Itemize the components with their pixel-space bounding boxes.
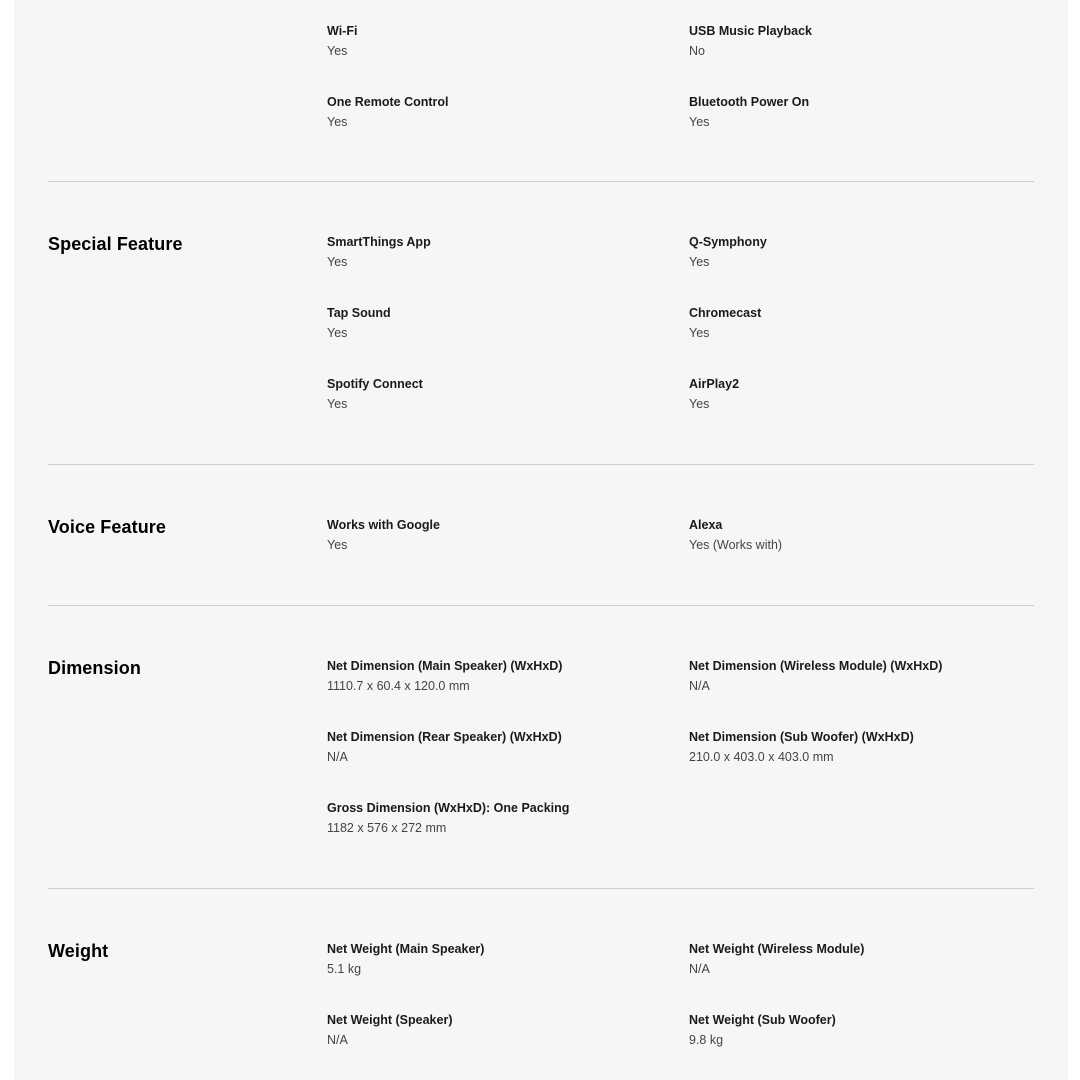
spec-net-dimension-rear-speaker — [327, 729, 667, 765]
spec-label: Chromecast — [689, 306, 762, 320]
spec-net-weight-main-speaker — [327, 941, 667, 977]
spec-value: Yes (Works with) — [689, 538, 783, 552]
spec-value: 1182 x 576 x 272 mm — [327, 821, 447, 835]
spec-label: AirPlay2 — [689, 377, 740, 391]
spec-label: Net Dimension (Sub Woofer) (WxHxD) — [689, 730, 914, 744]
section-divider — [48, 888, 1034, 889]
spec-label: Net Dimension (Wireless Module) (WxHxD) — [689, 659, 943, 673]
spec-label: Net Weight (Speaker) — [327, 1013, 453, 1027]
section-divider — [48, 605, 1034, 606]
spec-works-with-google — [327, 517, 667, 553]
spec-value: Yes — [327, 115, 348, 129]
spec-label: Alexa — [689, 518, 723, 532]
spec-usb-music-playback — [689, 23, 1029, 59]
spec-net-dimension-wireless-module — [689, 658, 1029, 694]
spec-net-dimension-sub-woofer — [689, 729, 1029, 765]
spec-value: 5.1 kg — [327, 962, 362, 976]
spec-value: Yes — [689, 326, 710, 340]
spec-value: No — [689, 44, 705, 58]
section-title: Weight — [48, 941, 109, 961]
spec-value: Yes — [327, 538, 348, 552]
spec-net-weight-speaker — [327, 1012, 667, 1048]
spec-wifi — [327, 23, 667, 59]
spec-label: Net Dimension (Main Speaker) (WxHxD) — [327, 659, 563, 673]
spec-label: Wi-Fi — [327, 24, 358, 38]
spec-tap-sound — [327, 305, 667, 341]
spec-net-weight-sub-woofer — [689, 1012, 1029, 1048]
spec-q-symphony — [689, 234, 1029, 270]
specifications-panel — [14, 0, 1068, 1080]
spec-value: N/A — [689, 679, 710, 693]
spec-label: Net Dimension (Rear Speaker) (WxHxD) — [327, 730, 562, 744]
spec-label: USB Music Playback — [689, 24, 812, 38]
spec-value: N/A — [327, 750, 348, 764]
spec-label: Gross Dimension (WxHxD): One Packing — [327, 801, 570, 815]
spec-label: Works with Google — [327, 518, 440, 532]
section-title: Special Feature — [48, 234, 183, 254]
spec-value: Yes — [327, 326, 348, 340]
spec-label: Net Weight (Main Speaker) — [327, 942, 485, 956]
spec-value: Yes — [327, 397, 348, 411]
spec-bluetooth-power-on — [689, 94, 1029, 130]
section-title: Voice Feature — [48, 517, 167, 537]
spec-net-dimension-main-speaker — [327, 658, 667, 694]
spec-net-weight-wireless-module — [689, 941, 1029, 977]
spec-one-remote-control — [327, 94, 667, 130]
spec-value: Yes — [689, 255, 710, 269]
spec-smartthings-app — [327, 234, 667, 270]
section-title: Dimension — [48, 658, 141, 678]
section-divider — [48, 181, 1034, 182]
spec-value: N/A — [327, 1033, 348, 1047]
spec-label: Q-Symphony — [689, 235, 767, 249]
spec-label: Net Weight (Wireless Module) — [689, 942, 865, 956]
spec-value: Yes — [689, 397, 710, 411]
spec-chromecast — [689, 305, 1029, 341]
spec-label: Spotify Connect — [327, 377, 423, 391]
spec-value: 9.8 kg — [689, 1033, 724, 1047]
spec-label: SmartThings App — [327, 235, 431, 249]
spec-label: Net Weight (Sub Woofer) — [689, 1013, 836, 1027]
spec-spotify-connect — [327, 376, 667, 412]
spec-gross-dimension-one-packing — [327, 800, 667, 836]
spec-value: N/A — [689, 962, 710, 976]
spec-label: Bluetooth Power On — [689, 95, 810, 109]
spec-value: 210.0 x 403.0 x 403.0 mm — [689, 750, 834, 764]
spec-value: Yes — [327, 44, 348, 58]
spec-value: Yes — [327, 255, 348, 269]
spec-value: Yes — [689, 115, 710, 129]
spec-airplay2 — [689, 376, 1029, 412]
spec-label: Tap Sound — [327, 306, 391, 320]
spec-alexa — [689, 517, 1029, 553]
spec-label: One Remote Control — [327, 95, 449, 109]
spec-value: 1110.7 x 60.4 x 120.0 mm — [327, 679, 470, 693]
section-divider — [48, 464, 1034, 465]
